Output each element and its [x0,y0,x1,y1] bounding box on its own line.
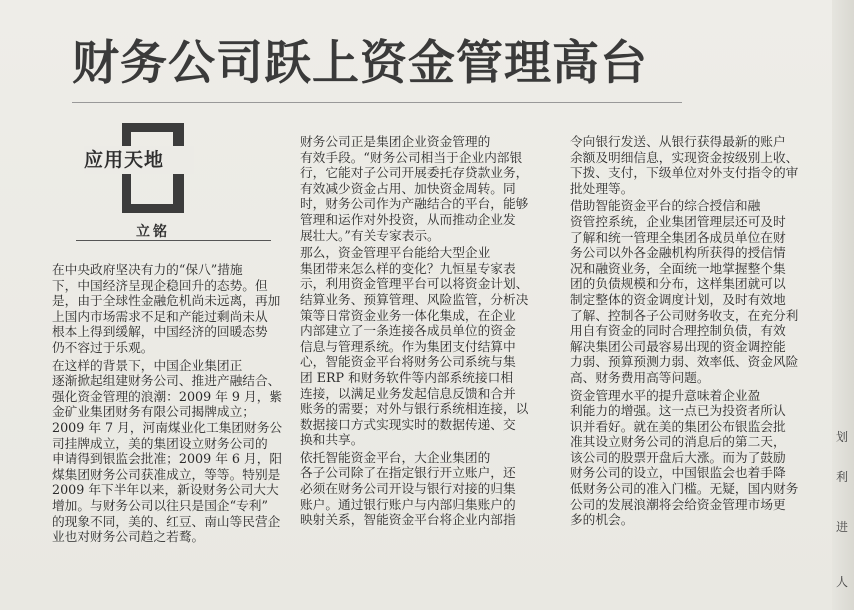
paragraph: 令向银行发送、从银行获得最新的账户 余额及明细信息，实现资金按级别上收、 下拨、支付，下级单位对外支付指令的审 批处理等。 [570,134,799,196]
paragraph: 财务公司正是集团企业资金管理的 有效手段。“财务公司相当于企业内部银 行，它能对子公司开展委托存贷款业务， 有效减少资金占用、加快资金周转。同 时，财务公司作为产融结合的平台，能够 管理和运作对外投资，从而推动企业发 展壮大。”有关专家表示。 [300,134,529,243]
text-column-3 [570,134,830,604]
edge-text-fragment: 人 [836,575,849,589]
edge-text-fragment: 利 [836,470,849,484]
author-byline: 立铭 [136,224,170,240]
edge-text-fragment: 进 [836,520,849,534]
paragraph: 在这样的背景下，中国企业集团正 逐渐掀起组建财务公司、推进产融结合、 强化资金管理的浪潮：2009 年 9 月，紫 金矿业集团财务有限公司揭牌成立； 2009 年 7 月，河南煤业化工集团财务公 司挂牌成立，美的集团设立财务公司的 申请得到银监会批准；2009 年 6 月，阳 煤集团财务公司获准成立，等等。特别是 2009 年下半年以来，新设财务公司大大 增加。与财务公司以往只是国企“专利” 的现象不同，美的、红豆、南山等民营企 业也对财务公司趋之若鹜。 [52,357,283,545]
paragraph: 借助智能资金平台的综合授信和融 资管控系统，企业集团管理层还可及时 了解和统一管理全集团各成员单位在财 务公司以外各金融机构所获得的授信情 况和融资业务，全面统一地掌握整个集 团的负债规模和分布，这样集团就可以 制定整体的资金调度计划，及时有效地 了解、控制各子公司财务收支，在充分利 用自有资金的同时合理控制负债，有效 解决集团公司最容易出现的资金调控能 力弱、预算预测力弱、效率低、资金风险 高、财务费用高等问题。 [570,198,799,385]
text-column-2 [300,134,554,604]
byline-divider [76,240,271,241]
paragraph: 依托智能资金平台，大企业集团的 各子公司除了在指定银行开立账户，还 必须在财务公司开设与银行对接的归集 账户。通过银行账户与内部归集账户的 映射关系，智能资金平台将企业内部指 [300,449,516,528]
paragraph: 资金管理水平的提升意味着企业盈 利能力的增强。这一点已为投资者所认 识并看好。就在美的集团公布银监会批 准其设立财务公司的消息后的第二天， 该公司的股票开盘后大涨。而为了鼓励 财务公司的设立，中国银监会也着手降 低财务公司的准入门槛。无疑，国内财务 公司的发展浪潮将会给资金管理市场更 多的机会。 [570,387,799,528]
edge-text-fragment: 划 [836,430,849,444]
page-edge-strip [832,0,854,610]
paragraph: 那么，资金管理平台能给大型企业 集团带来怎么样的变化？九恒星专家表 示，利用资金管理平台可以将资金计划、 结算业务、预算管理、风险监管，分析决 策等日常资金业务一体化集成，在企业 内部建立了一条连接各成员单位的资金 信息与管理系统。作为集团支付结算中 心，智能资金平台将财务公司系统与集 团 ERP 和财务软件等内部系统接口相 连接，以满足业务发起信息反馈和合并 账务的需要；对外与银行系统相连接，以 数据接口方式实现实时的数据传递、交 换和共享。 [300,245,529,448]
text-column-1 [52,262,298,602]
article-headline: 财务公司跃上资金管理高台 [72,36,648,91]
section-label: 应用天地 [84,146,194,174]
paragraph: 在中央政府坚决有力的“保八”措施 下，中国经济呈现企稳回升的态势。但 是，由于全球性金融危机尚未远离，再加 上国内市场需求不足和产能过剩尚未从 根本上得到缓解，中国经济的回暖态势 仍不容过于乐观。 [52,262,281,355]
headline-divider [72,102,682,103]
